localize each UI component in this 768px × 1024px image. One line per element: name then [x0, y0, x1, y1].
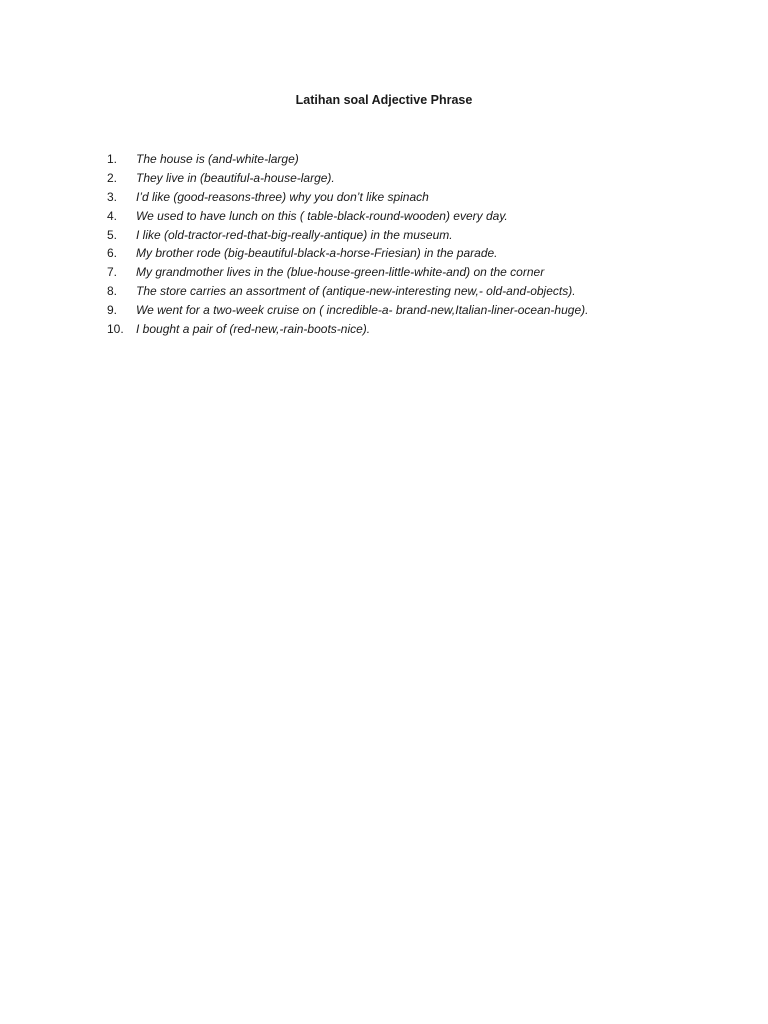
list-item	[0, 301, 700, 320]
list-item	[0, 150, 700, 169]
item-text: We used to have lunch on this ( table-black-round-wooden) every day.	[136, 208, 508, 223]
exercise-list	[0, 150, 700, 339]
list-item	[0, 263, 700, 282]
list-item	[0, 226, 700, 245]
list-item	[0, 188, 700, 207]
list-item	[0, 282, 700, 301]
list-item	[0, 244, 700, 263]
item-number: 9.	[107, 303, 118, 318]
item-number: 7.	[107, 265, 118, 280]
list-item	[0, 207, 700, 226]
item-text: I bought a pair of (red-new,-rain-boots-nice).	[136, 322, 371, 337]
item-text: I like (old-tractor-red-that-big-really-antique) in the museum.	[136, 227, 453, 242]
item-number: 8.	[107, 284, 118, 299]
item-number: 1.	[107, 152, 118, 166]
item-number: 6.	[107, 246, 118, 261]
item-text: We went for a two-week cruise on ( incredible-a- brand-new,Italian-liner-ocean-huge).	[136, 303, 589, 318]
item-number: 2.	[107, 170, 118, 185]
list-item	[0, 320, 700, 339]
item-text: My brother rode (big-beautiful-black-a-horse-Friesian) in the parade.	[136, 246, 498, 261]
item-text: They live in (beautiful-a-house-large).	[136, 170, 335, 185]
item-number: 4.	[107, 208, 118, 223]
item-text: The house is (and-white-large)	[136, 152, 299, 166]
list-item	[0, 169, 700, 188]
document-title: Latihan soal Adjective Phrase	[295, 93, 473, 107]
item-text: My grandmother lives in the (blue-house-green-little-white-and) on the corner	[136, 265, 545, 280]
item-number: 5.	[107, 227, 118, 242]
item-text: The store carries an assortment of (antique-new-interesting new,- old-and-objects).	[136, 284, 576, 299]
item-text: I’d like (good-reasons-three) why you don’t like spinach	[136, 189, 429, 204]
item-number: 3.	[107, 189, 118, 204]
item-number: 10.	[107, 322, 124, 337]
